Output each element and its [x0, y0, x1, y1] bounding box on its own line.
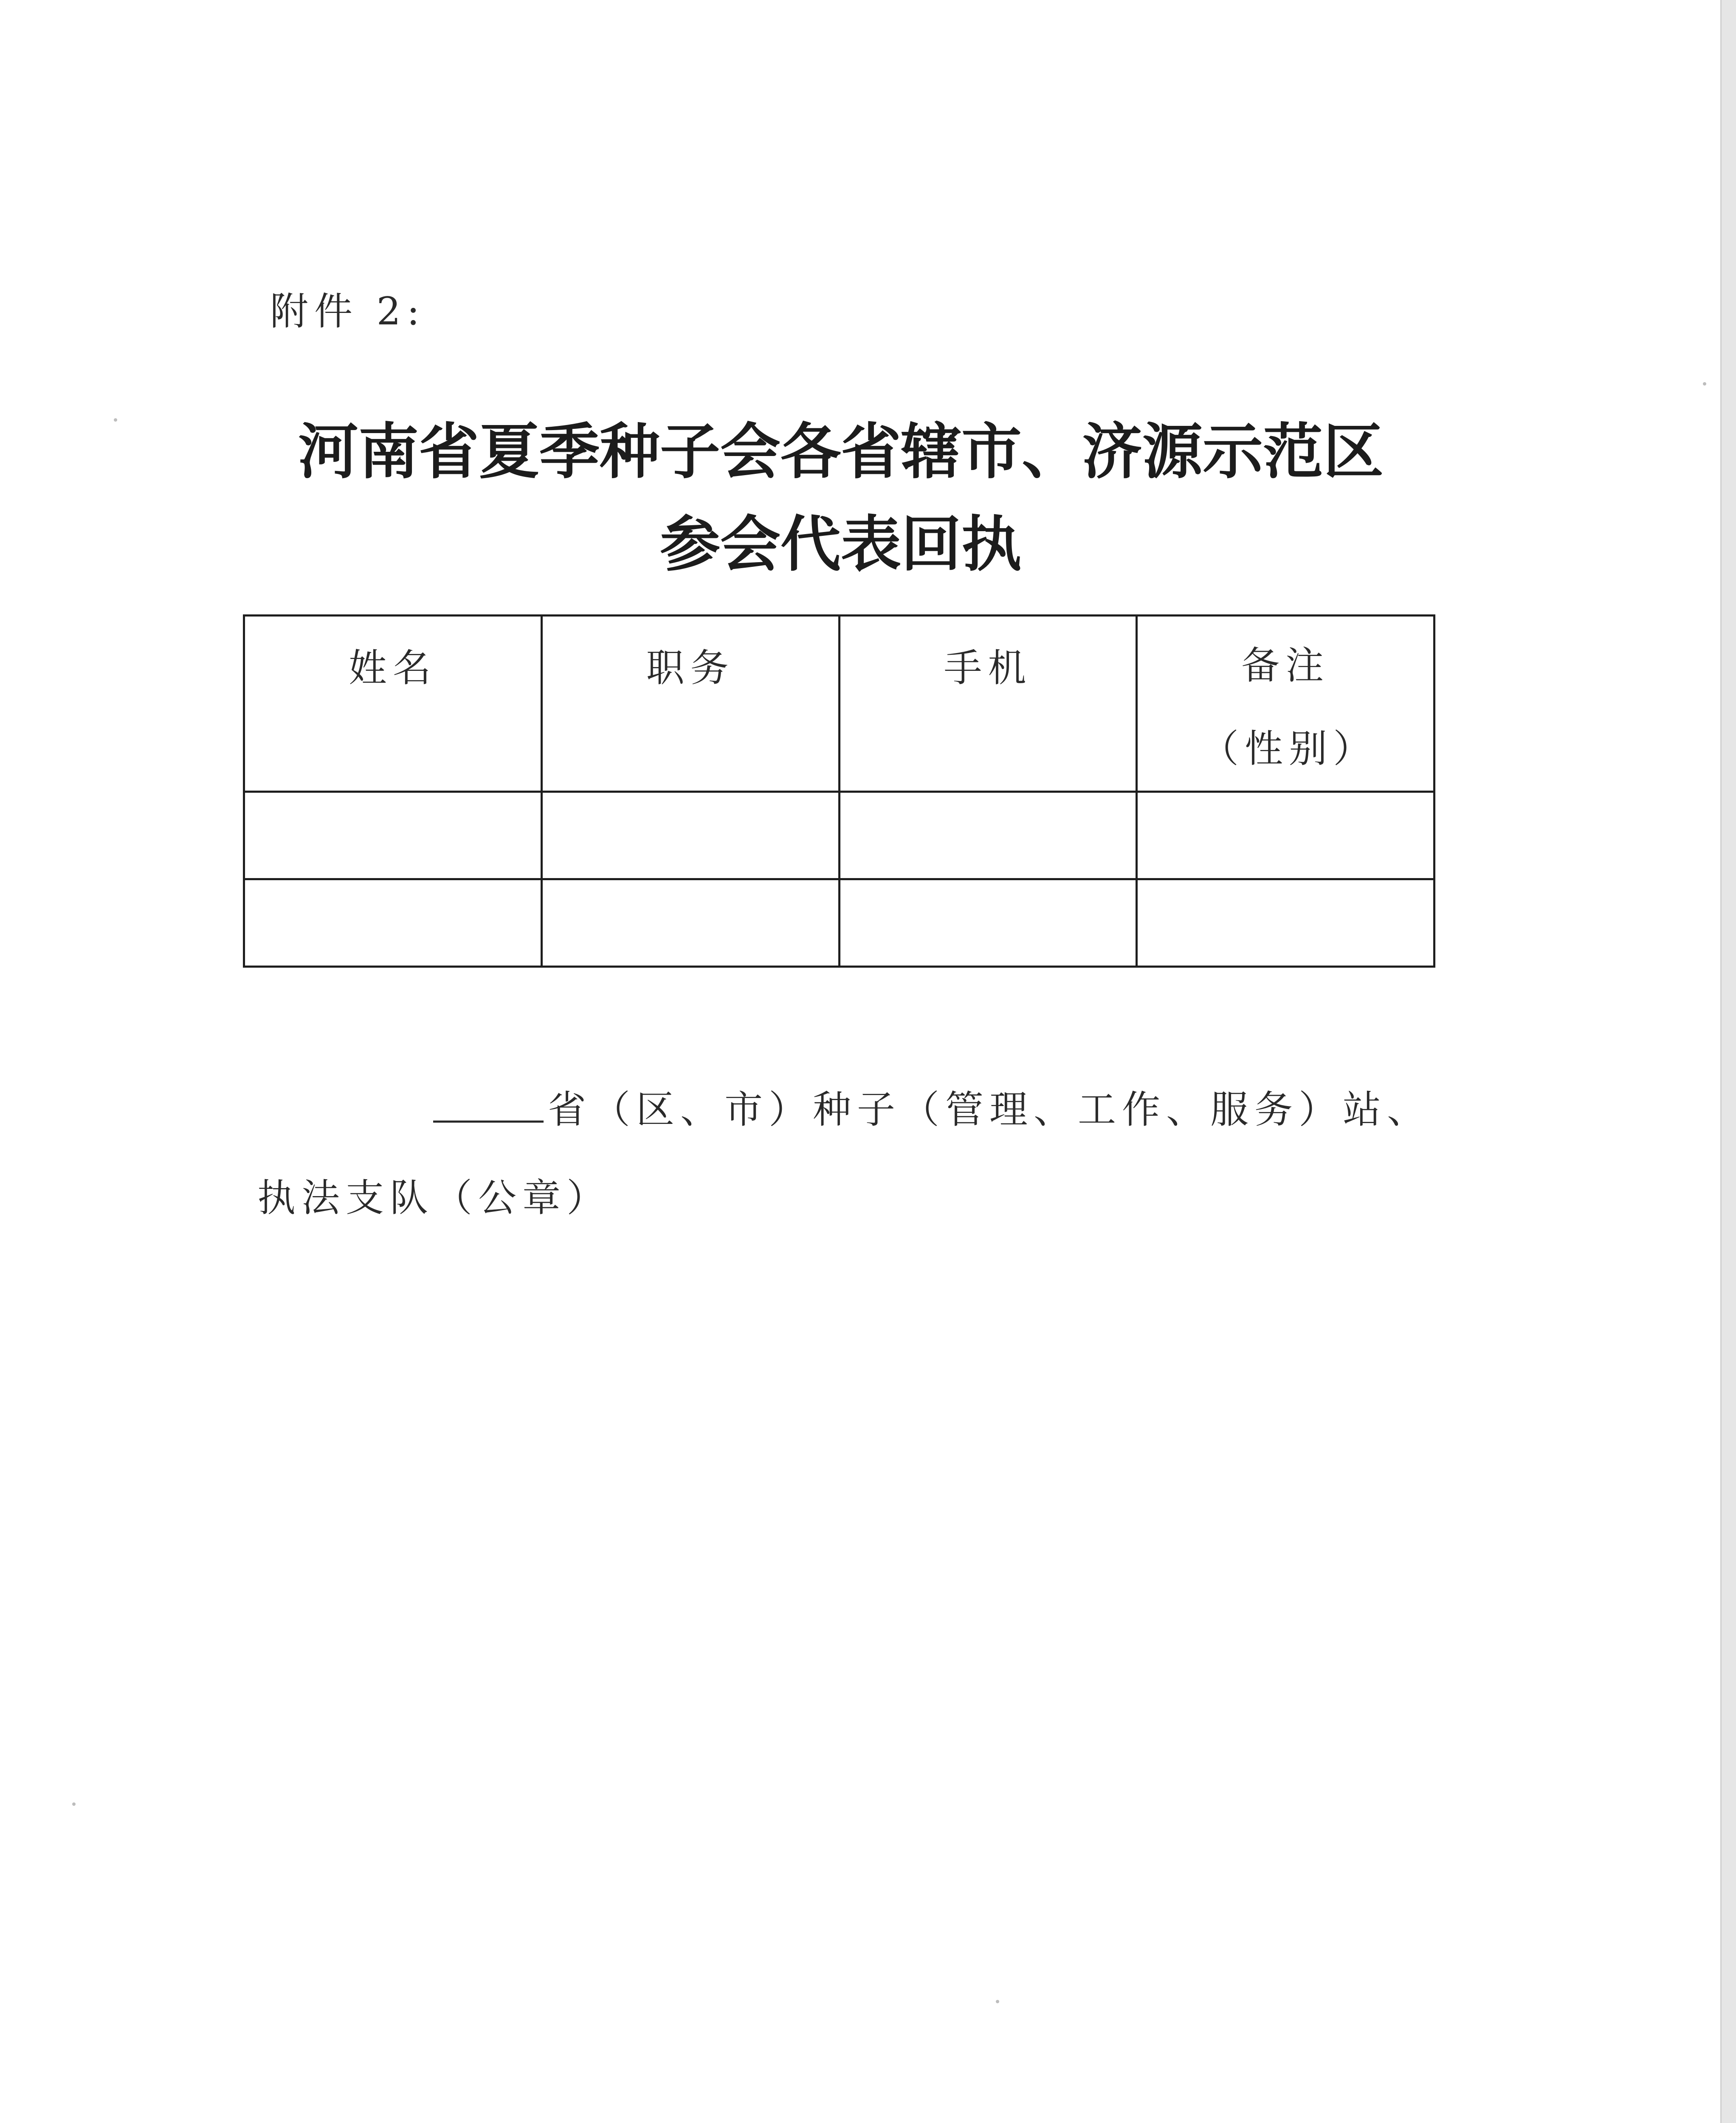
header-cell-phone: [839, 616, 1137, 792]
scan-speck: [996, 2000, 999, 2003]
header-cell-note: [1137, 616, 1434, 792]
document-title-line-1: 河南省夏季种子会各省辖市、济源示范区: [298, 417, 1384, 487]
table-cell[interactable]: [541, 879, 839, 967]
scan-speck: [72, 1802, 76, 1806]
header-position-text: 职务: [646, 646, 735, 690]
header-name-text: 姓名: [348, 646, 437, 690]
footer-line-1-text: 省（区、市）种子（管理、工作、服务）站、: [548, 1087, 1431, 1132]
table-cell[interactable]: [839, 879, 1137, 967]
header-phone-text: 手机: [944, 646, 1032, 690]
footer-line-2: 执法支队（公章）: [257, 1176, 611, 1220]
table-cell[interactable]: [244, 879, 542, 967]
document-title-line-2: 参会代表回执: [660, 509, 1022, 580]
header-cell-name: [244, 616, 542, 792]
table-row: [244, 879, 1434, 967]
scan-speck: [114, 418, 117, 422]
attachment-label: 附件 2:: [270, 289, 426, 334]
scan-speck: [1703, 382, 1706, 386]
table-cell[interactable]: [1137, 879, 1434, 967]
header-note-text: 备注（性别）: [1201, 643, 1378, 771]
table-row: [244, 792, 1434, 879]
table-cell[interactable]: [1137, 792, 1434, 879]
table-header-row: [244, 616, 1434, 792]
table-cell[interactable]: [541, 792, 839, 879]
header-cell-position: [541, 616, 839, 792]
scan-page-edge: [1720, 0, 1736, 2123]
fill-in-blank[interactable]: [433, 1087, 544, 1123]
footer-line-1: [433, 1078, 1431, 1134]
table-cell[interactable]: [839, 792, 1137, 879]
table-cell[interactable]: [244, 792, 542, 879]
receipt-table: [243, 614, 1435, 968]
